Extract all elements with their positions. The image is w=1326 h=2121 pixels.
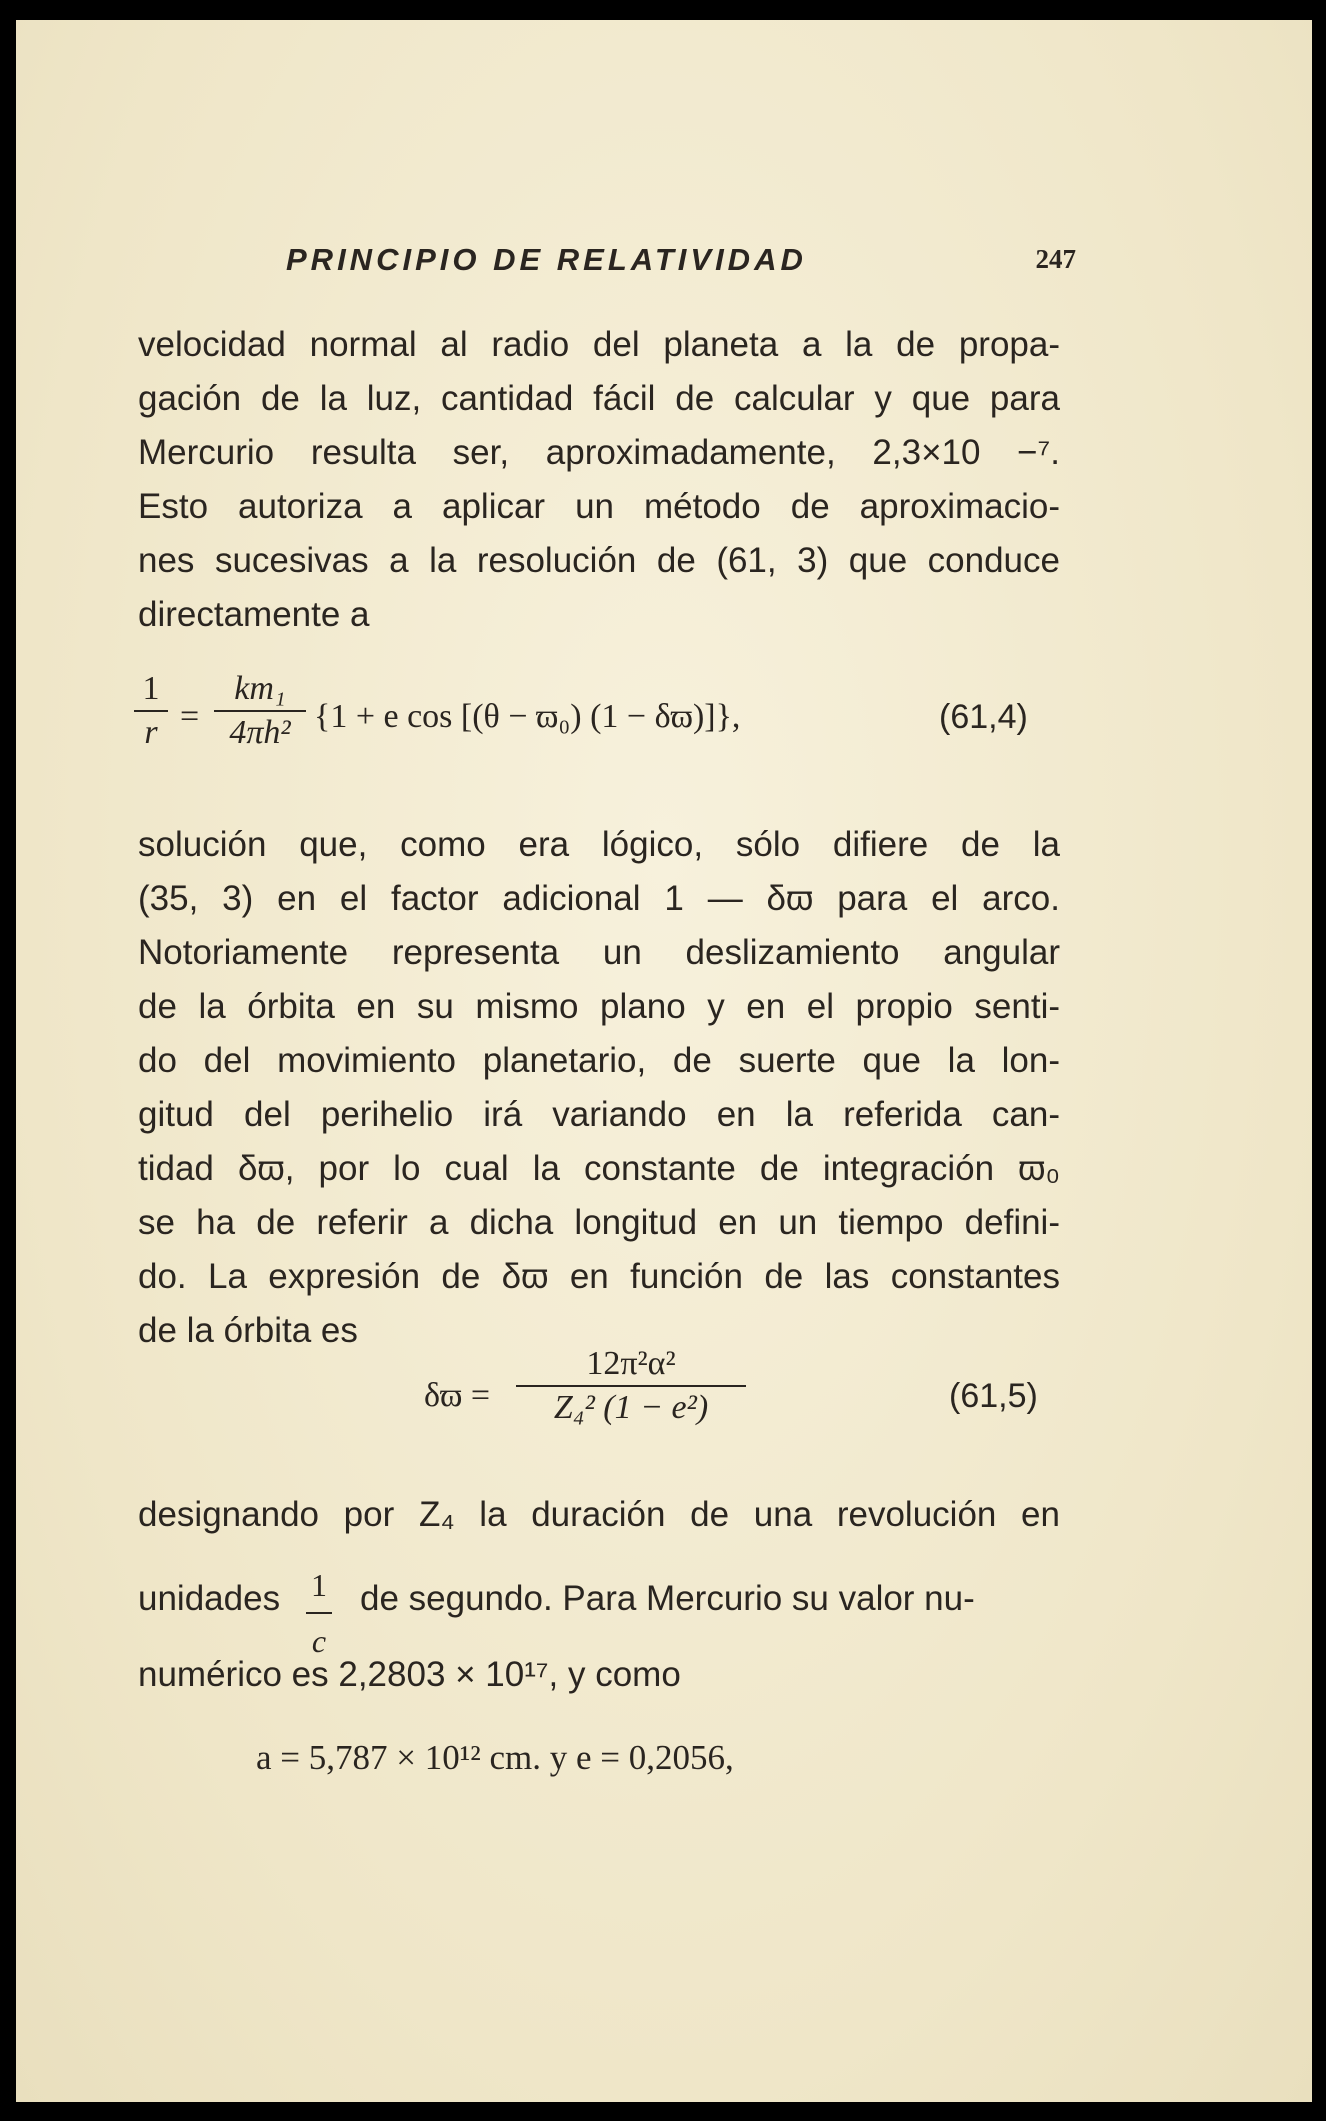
text-line: solución que, como era lógico, sólo difiere de la [138, 825, 1060, 864]
text-line: Mercurio resulta ser, aproximadamente, 2,3×10 −⁷. [138, 433, 1060, 472]
paragraph-2 [138, 818, 1060, 1358]
lhs-denominator: r [144, 714, 158, 751]
equation-lhs: δϖ = [424, 1377, 491, 1414]
orbit-constants-equation [256, 1738, 956, 1792]
lhs-numerator: 1 [142, 670, 160, 707]
text-line: nes sucesivas a la resolución de (61, 3) que conduce [138, 541, 1060, 580]
paragraph-3-line-3 [138, 1648, 1060, 1702]
equation-61-5 [134, 1345, 1064, 1455]
inline-numerator: 1 [311, 1567, 327, 1603]
text-line: velocidad normal al radio del planeta a la de propa- [138, 325, 1060, 364]
text-line: se ha de referir a dicha longitud en un tiempo defini- [138, 1203, 1060, 1242]
text-line: Esto autoriza a aplicar un método de aproximacio- [138, 487, 1060, 526]
text-fragment: unidades [138, 1579, 281, 1618]
text-fragment: de segundo. Para Mercurio su valor nu- [360, 1579, 975, 1618]
fraction-numerator: 12π²α² [586, 1345, 676, 1382]
text-line: gitud del perihelio irá variando en la referida can- [138, 1095, 1060, 1134]
text-line: directamente a [138, 595, 370, 634]
text-line: tidad δϖ, por lo cual la constante de integración ϖ₀ [138, 1149, 1060, 1188]
text-line: (35, 3) en el factor adicional 1 — δϖ para el arco. [138, 879, 1060, 918]
text-line: do del movimiento planetario, de suerte que la lon- [138, 1041, 1060, 1080]
paragraph-3 [138, 1488, 1060, 1542]
page-number: 247 [1035, 244, 1076, 274]
equation-number: (61,5) [949, 1377, 1038, 1415]
inline-denominator: c [311, 1623, 327, 1659]
text-line: designando por Z₄ la duración de una revolución en [138, 1495, 1060, 1534]
running-title: PRINCIPIO DE RELATIVIDAD [286, 242, 807, 277]
text-line: do. La expresión de δϖ en función de las constantes [138, 1257, 1060, 1296]
paragraph-1 [138, 318, 1060, 642]
equation-fraction [516, 1345, 746, 1427]
equals-sign: = [180, 698, 200, 735]
text-line: de la órbita es [138, 1311, 358, 1350]
fraction-denominator: Z₄² (1 − e²) [553, 1389, 709, 1426]
text-line: numérico es 2,2803 × 10¹⁷, y como [138, 1655, 681, 1694]
rhs-fraction [214, 670, 306, 752]
equation-body: {1 + e cos [(θ − ϖ₀) (1 − δϖ)]}, [314, 698, 741, 735]
equation-number: (61,4) [939, 698, 1028, 736]
page-header [286, 242, 1076, 292]
equation-61-4 [134, 670, 1064, 780]
rhs-numerator: km₁ [234, 670, 286, 707]
text-line: Notoriamente representa un deslizamiento angular [138, 933, 1060, 972]
equation-text: a = 5,787 × 10¹² cm. y e = 0,2056, [256, 1738, 734, 1777]
text-line: de la órbita en su mismo plano y en el propio senti- [138, 987, 1060, 1026]
rhs-denominator: 4πh² [229, 714, 291, 751]
book-page [16, 20, 1312, 2102]
text-line: gación de la luz, cantidad fácil de calcular y que para [138, 379, 1060, 418]
lhs-fraction [134, 670, 168, 752]
paragraph-3-line-2 [138, 1558, 1060, 1659]
